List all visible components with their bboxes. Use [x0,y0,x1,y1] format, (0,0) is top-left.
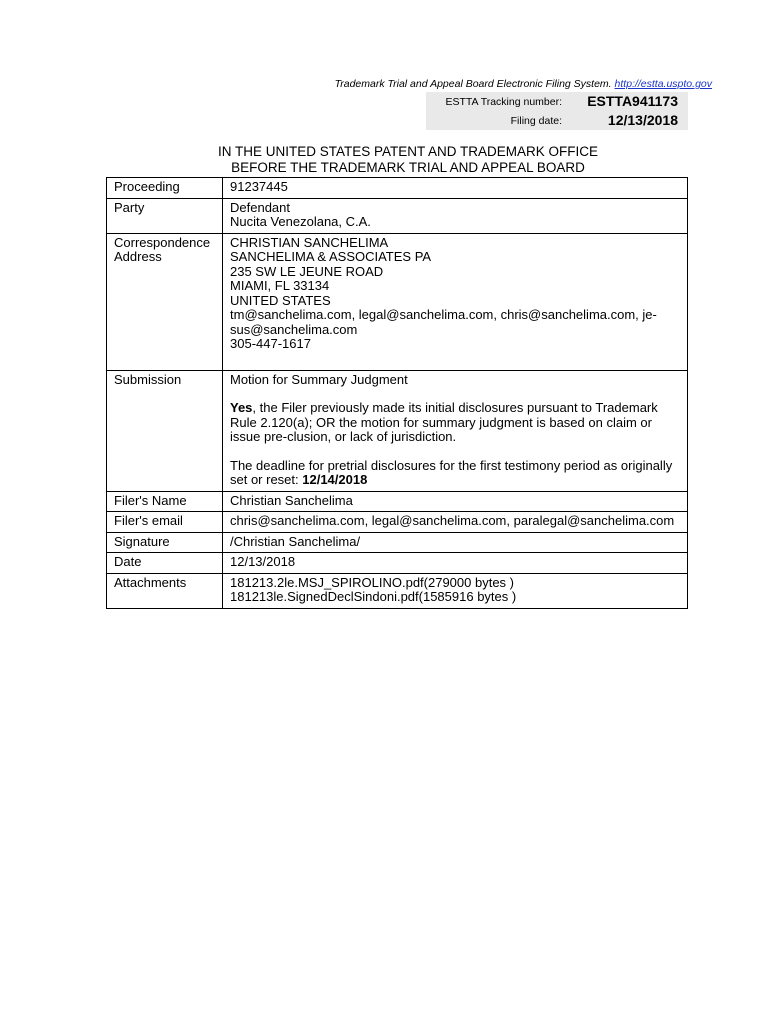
address-line: SANCHELIMA & ASSOCIATES PA [230,249,432,264]
filing-date-value: 12/13/2018 [607,112,678,128]
filing-date-label: Filing date: [510,115,562,127]
deadline-date: 12/14/2018 [302,472,368,487]
proceeding-label: Proceeding [107,178,223,199]
submission-type: Motion for Summary Judgment [230,371,408,387]
disclosure-yes: Yes [230,400,253,415]
tracking-box [426,92,688,130]
date-value: 12/13/2018 [223,553,688,574]
tracking-label: ESTTA Tracking number: [445,96,562,108]
deadline-statement [230,459,681,488]
submission-value [223,370,688,491]
document-title-line1: IN THE UNITED STATES PATENT AND TRADEMARK OFFICE [217,144,599,159]
correspondence-label [107,233,223,370]
signature-value: /Christian Sanchelima/ [223,532,688,553]
filer-name-row [107,491,688,512]
signature-label: Signature [107,532,223,553]
address-line: 235 SW LE JEUNE ROAD [230,263,384,279]
filing-table [106,177,688,609]
filer-name-value: Christian Sanchelima [223,491,688,512]
address-line: MIAMI, FL 33134 [230,278,330,293]
address-line: tm@sanchelima.com, legal@sanchelima.com, chris@sanchelima.com, je- [230,307,657,322]
system-header [0,78,712,90]
filer-email-value: chris@sanchelima.com, legal@sanchelima.com, paralegal@sanchelima.com [223,512,688,533]
tracking-number: ESTTA941173 [587,93,678,109]
proceeding-value: 91237445 [223,178,688,199]
attachment-item[interactable]: 181213.2le.MSJ_SPIROLINO.pdf(279000 bytes ) [230,574,514,590]
address-line: CHRISTIAN SANCHELIMA [230,234,389,250]
correspondence-label-line2: Address [114,249,162,264]
disclosure-statement [230,401,681,445]
submission-row [107,370,688,491]
correspondence-address [223,233,688,370]
signature-row [107,532,688,553]
disclosure-text: , the Filer previously made its initial disclosures pursuant to Trademark Rule 2.120(a); OR the motion for summary judgment is based on claim or issue pre-clusion, or lack of jurisdiction. [230,400,658,444]
correspondence-row [107,233,688,370]
party-label: Party [107,198,223,233]
address-line: sus@sanchelima.com [230,321,358,337]
document-title-line2: BEFORE THE TRADEMARK TRIAL AND APPEAL BOARD [231,160,585,175]
date-label: Date [107,553,223,574]
filer-name-label: Filer's Name [107,491,223,512]
attachment-item[interactable]: 181213le.SignedDeclSindoni.pdf(1585916 bytes ) [230,589,517,604]
address-line: 305-447-1617 [230,336,311,351]
address-line: UNITED STATES [230,292,331,308]
attachments-row [107,573,688,608]
party-value [223,198,688,233]
attachments-label: Attachments [107,573,223,608]
estta-link[interactable]: http://estta.uspto.gov [614,78,712,90]
date-row [107,553,688,574]
tracking-row [426,92,688,110]
system-title: Trademark Trial and Appeal Board Electronic Filing System. [334,78,612,90]
party-row [107,198,688,233]
submission-label: Submission [107,370,223,491]
filer-email-row [107,512,688,533]
deadline-text: The deadline for pretrial disclosures for the first testimony period as originally set or reset: [230,457,673,487]
correspondence-label-line1: Correspondence [114,234,211,250]
filing-date-row [426,111,688,129]
attachments-list [223,573,688,608]
party-name: Nucita Venezolana, C.A. [230,214,371,229]
party-role: Defendant [230,199,290,215]
proceeding-row [107,178,688,199]
filer-email-label: Filer's email [107,512,223,533]
